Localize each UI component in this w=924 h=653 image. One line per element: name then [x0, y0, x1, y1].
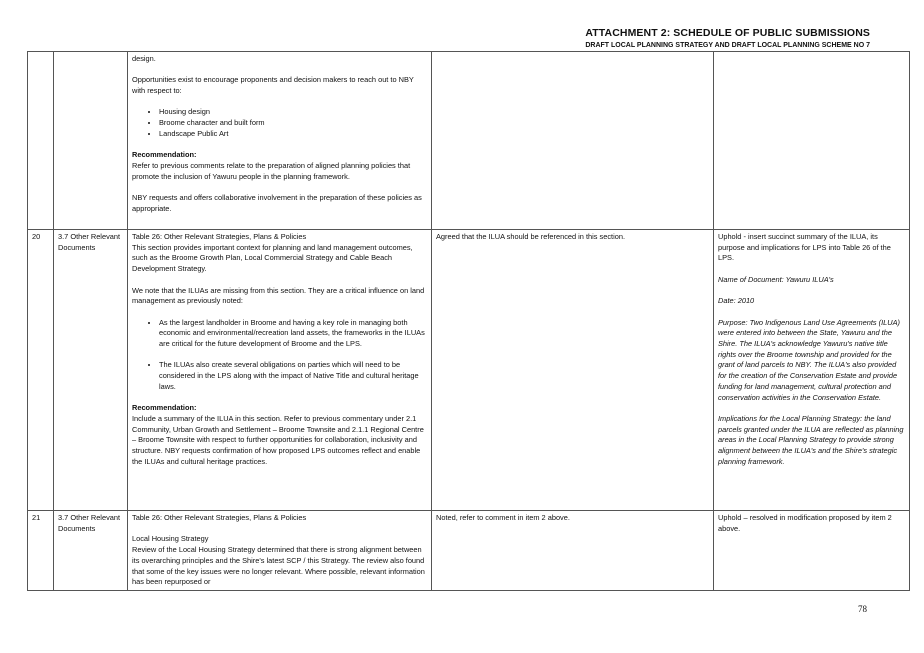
submission-text: NBY requests and offers collaborative involvement in the preparation of these policies as appropriate.	[132, 193, 422, 213]
submission-text: Refer to previous comments relate to the preparation of aligned planning policies that promote the inclusion of Yawuru people in the planning framework.	[132, 160, 411, 181]
submission-text: design.	[132, 54, 156, 63]
table-row	[28, 52, 910, 230]
submission-text: We note that the ILUAs are missing from this section. They are a critical influence on land management as previously noted:	[132, 285, 425, 306]
recommendation-text: Date: 2010	[718, 296, 755, 306]
list-item: • Broome character and built form	[159, 118, 427, 129]
submission-text: Include a summary of the ILUA in this section. Refer to previous commentary under 2.1 Community, Urban Growth and Settlement – Broome Townsite and 2.1.1 Regional Centre – Broome Townsite with respect to further opportunities for collaboration, inclusivity and structure. NBY requests confirmation of how proposed LPS outcomes reflect and enable the ILUAs and cultural heritage practices.	[132, 413, 424, 466]
bullet-list	[132, 107, 427, 139]
recommendation-text: Uphold - insert succinct summary of the ILUA, its purpose and implications for LPS into Table 26 of the LPS.	[718, 232, 891, 263]
comment-cell	[432, 52, 714, 230]
section-cell	[54, 52, 128, 230]
item-number-cell	[28, 52, 54, 230]
comment-cell: Agreed that the ILUA should be referenced in this section.	[432, 230, 714, 511]
section-cell: 3.7 Other Relevant Documents	[54, 511, 128, 591]
submission-cell	[128, 52, 432, 230]
submission-text: Review of the Local Housing Strategy determined that there is strong alignment between its overarching principles and the Shire's latest SCP / this Strategy. The review also found that some of the key issues were no longer relevant. Where possible, relevant information has been repurposed or	[132, 545, 425, 587]
list-item: • Landscape Public Art	[159, 129, 427, 140]
page-number: 78	[858, 604, 867, 614]
bullet-list	[132, 318, 427, 350]
submission-text: Table 26: Other Relevant Strategies, Plans & Policies	[132, 232, 307, 241]
recommendation-text: Purpose: Two Indigenous Land Use Agreements (ILUA) were entered into between the State, Yawuru and the Shire. The ILUA's acknowledge Yawuru's native title rights over the Broome township and provided for the grant of land parcels to NBY. The ILUA's also provided for the creation of the Conservation Estate and provide funding for land management, cultural protection and conservation activities in the Conservation Estate.	[718, 317, 900, 402]
table-row	[28, 230, 910, 511]
table-row	[28, 511, 910, 591]
submission-text: Table 26: Other Relevant Strategies, Plans & Policies	[132, 513, 307, 522]
section-cell: 3.7 Other Relevant Documents	[54, 230, 128, 511]
attachment-title: ATTACHMENT 2: SCHEDULE OF PUBLIC SUBMISSIONS	[585, 27, 870, 39]
submission-cell	[128, 511, 432, 591]
submission-text: Local Housing Strategy	[132, 534, 209, 544]
item-number-cell: 20	[28, 230, 54, 511]
attachment-subtitle: DRAFT LOCAL PLANNING STRATEGY AND DRAFT LOCAL PLANNING SCHEME NO 7	[585, 42, 870, 49]
item-number-cell: 21	[28, 511, 54, 591]
recommendation-heading: Recommendation:	[132, 403, 197, 413]
comment-cell: Noted, refer to comment in item 2 above.	[432, 511, 714, 591]
list-item: • As the largest landholder in Broome and having a key role in managing both economic and environmental/recreation land assets, the frameworks in the ILUAs are critical for the future development of Broome and the LPS.	[159, 318, 427, 350]
recommendation-cell	[714, 52, 910, 230]
recommendation-text: Name of Document: Yawuru ILUA's	[718, 274, 834, 284]
submissions-table	[27, 51, 910, 591]
submission-cell	[128, 230, 432, 511]
bullet-list	[132, 360, 427, 392]
recommendation-cell	[714, 230, 910, 511]
list-item: • Housing design	[159, 107, 427, 118]
list-item: • The ILUAs also create several obligations on parties which will need to be considered in the LPS along with the impact of Native Title and cultural heritage laws.	[159, 360, 427, 392]
recommendation-text: Implications for the Local Planning Strategy: the land parcels granted under the ILUA are reflected as planning areas in the Local Planning Strategy to provide strong alignment between the ILUA's and the Shire's strategic planning framework.	[718, 413, 904, 466]
submission-text: Opportunities exist to encourage proponents and decision makers to reach out to NBY with respect to:	[132, 75, 414, 96]
recommendation-cell: Uphold – resolved in modification proposed by item 2 above.	[714, 511, 910, 591]
recommendation-heading: Recommendation:	[132, 150, 197, 160]
submission-text: This section provides important context for planning and land management outcomes, such as the Broome Growth Plan, Local Commercial Strategy and Cable Beach Development Strategy.	[132, 242, 413, 274]
